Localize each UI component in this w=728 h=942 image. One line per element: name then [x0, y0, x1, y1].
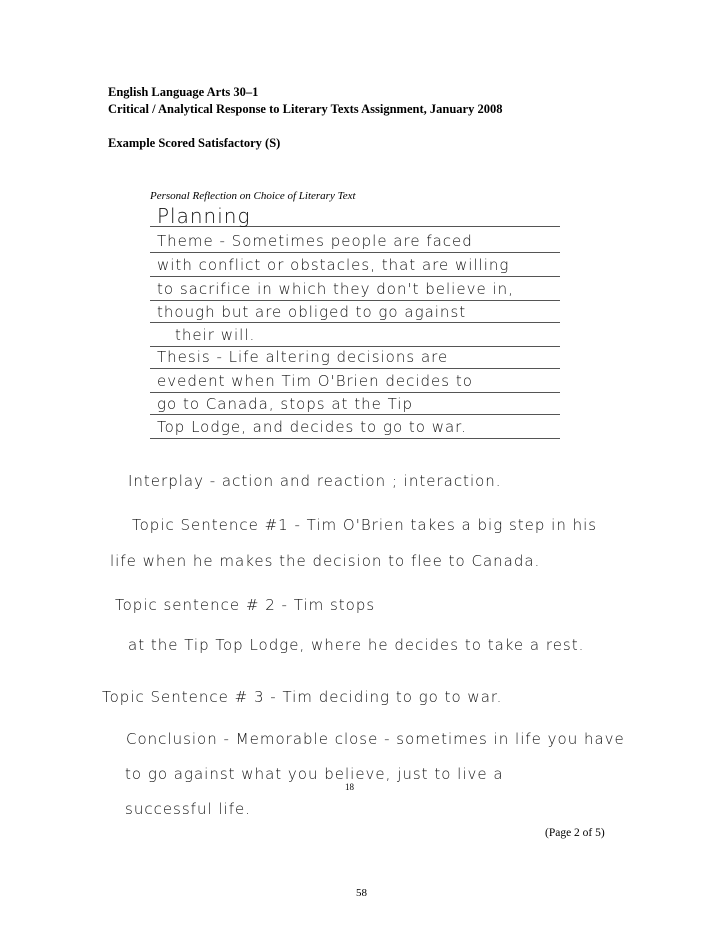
document-header: [108, 84, 502, 152]
page-number: 58: [356, 887, 367, 899]
form-title: Personal Reflection on Choice of Literary Text: [150, 190, 356, 202]
ruled-line: [150, 414, 560, 415]
page-of-indicator: (Page 2 of 5): [545, 827, 605, 839]
topic-sentence-2: Topic sentence # 2 - Tim stops: [115, 596, 376, 614]
handwritten-line: their will.: [175, 326, 256, 344]
handwritten-line: with conflict or obstacles, that are willing: [157, 256, 510, 274]
ruled-line: [150, 252, 560, 253]
ruled-line: [150, 300, 560, 301]
topic-sentence-3: Topic Sentence # 3 - Tim deciding to go to war.: [102, 688, 503, 706]
assignment-title: Critical / Analytical Response to Literary Texts Assignment, January 2008: [108, 102, 503, 116]
conclusion: Conclusion - Memorable close - sometimes in life you have: [126, 730, 625, 748]
handwritten-line: go to Canada, stops at the Tip: [157, 395, 413, 413]
handwritten-line: Top Lodge, and decides to go to war.: [157, 418, 467, 436]
conclusion-end: successful life.: [125, 800, 252, 818]
interplay-note: Interplay - action and reaction ; interaction.: [128, 472, 502, 490]
handwritten-line: Thesis - Life altering decisions are: [157, 348, 449, 366]
ruled-line: [150, 438, 560, 439]
ruled-line: [150, 346, 560, 347]
topic-sentence-2-cont: at the Tip Top Lodge, where he decides to take a rest.: [128, 636, 585, 654]
handwritten-line: Theme - Sometimes people are faced: [157, 232, 473, 250]
conclusion-cont: to go against what you believe, just to live a: [125, 765, 504, 783]
handwritten-heading: Planning: [157, 204, 251, 228]
handwritten-line: evedent when Tim O'Brien decides to: [157, 372, 473, 390]
score-label: Example Scored Satisfactory (S): [108, 136, 281, 150]
ruled-line: [150, 368, 560, 369]
topic-sentence-1: Topic Sentence #1 - Tim O'Brien takes a big step in his: [132, 516, 598, 534]
ruled-line: [150, 322, 560, 323]
course-title: English Language Arts 30–1: [108, 85, 259, 99]
topic-sentence-1-cont: life when he makes the decision to flee to Canada.: [110, 552, 541, 570]
handwritten-line: to sacrifice in which they don't believe in,: [157, 280, 514, 298]
ruled-line: [150, 276, 560, 277]
handwritten-line: though but are obliged to go against: [157, 303, 467, 321]
inner-page-number: 18: [345, 782, 354, 792]
ruled-line: [150, 392, 560, 393]
